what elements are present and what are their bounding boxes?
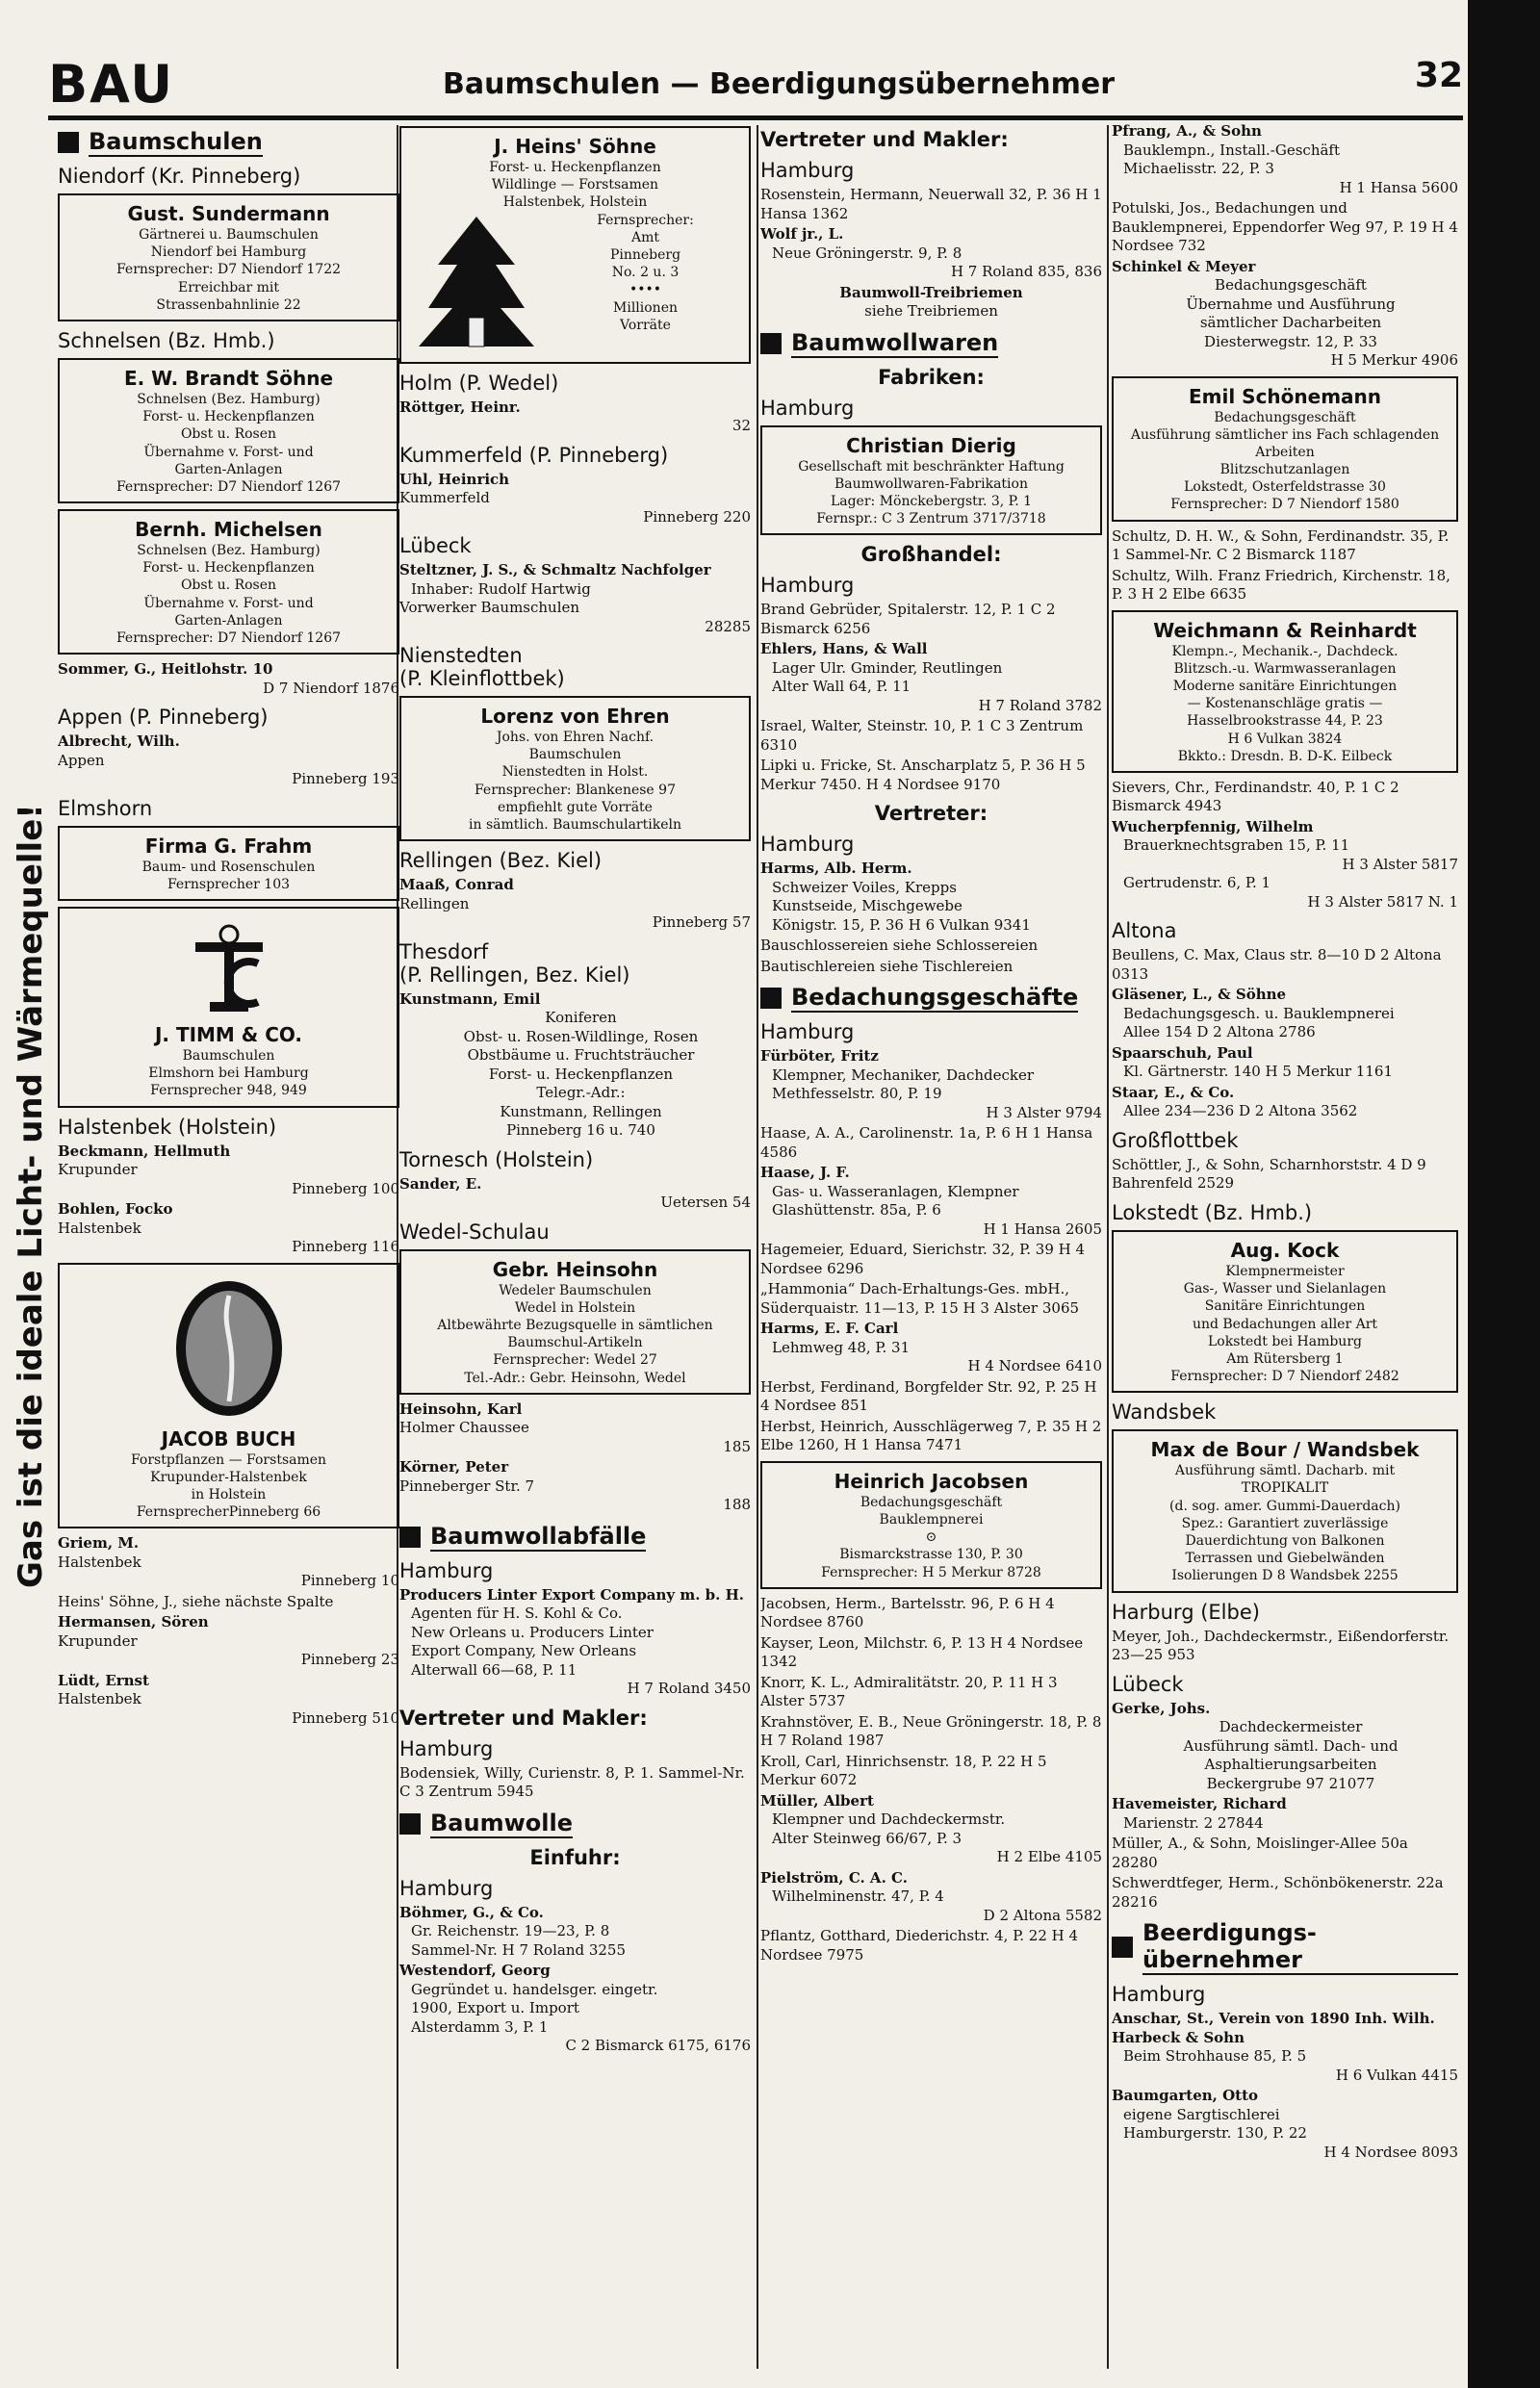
- entry-israel: Israel, Walter, Steinstr. 10, P. 1 C 3 Zentrum 6310: [760, 717, 1084, 754]
- page-edge: [1468, 0, 1540, 2388]
- section-title: Bedachungsgeschäfte: [760, 984, 1102, 1013]
- entry-boehmer: Böhmer, G., & Co. Gr. Reichenstr. 19—23, P. 8 Sammel-Nr. H 7 Roland 3255: [399, 1903, 627, 1959]
- entry-steltzner: Steltzner, J. S., & Schmaltz Nachfolger Inhaber: Rudolf Hartwig Vorwerker Baumschulen 28285: [399, 561, 751, 635]
- entry-treibriemen: Baumwoll-Treibriemen siehe Treibriemen: [839, 283, 1023, 320]
- entry-harms-carl: Harms, E. F. Carl Lehmweg 48, P. 31 H 4 Nordsee 6410: [760, 1320, 1102, 1375]
- entry-mueller-a: Müller, A., & Sohn, Moislinger-Allee 50a 28280: [1112, 1835, 1408, 1871]
- place-heading: Altona: [1112, 919, 1177, 943]
- place-heading: Lübeck: [399, 534, 472, 558]
- entry-baumgarten: Baumgarten, Otto eigene Sargtischlerei Hamburgerstr. 130, P. 22 H 4 Nordsee 8093: [1112, 2087, 1458, 2161]
- column-rule: [1107, 125, 1109, 2369]
- place-heading: Elmshorn: [58, 796, 153, 820]
- fir-tree-icon: [409, 212, 544, 356]
- place-heading: Harburg (Elbe): [1112, 1600, 1260, 1624]
- entry-albrecht: Albrecht, Wilh. Appen Pinneberg 193: [58, 732, 399, 788]
- entry-schultz-dhw: Schultz, D. H. W., & Sohn, Ferdinandstr. 35, P. 1 Sammel-Nr. C 2 Bismarck 1187: [1112, 526, 1450, 564]
- place-heading: Großflottbek: [1112, 1128, 1239, 1152]
- entry-lipki: Lipki u. Fricke, St. Anscharplatz 5, P. 36 H 5 Merkur 7450. H 4 Nordsee 9170: [760, 757, 1086, 793]
- square-bullet-icon: [760, 333, 782, 354]
- entry-kunstmann: Kunstmann, Emil Koniferen Obst- u. Rosen-Wildlinge, Rosen Obstbäume u. Fruchtsträucher Forst- u. Heckenpflanzen Telegr.-Adr.: Kunstmann, Rellingen Pinneberg 16 u. 740: [399, 989, 699, 1140]
- place-heading: Lübeck: [1112, 1672, 1184, 1696]
- place-heading: Halstenbek (Holstein): [58, 1115, 277, 1139]
- entry-luedt: Lüdt, Ernst Halstenbek Pinneberg 510: [58, 1671, 399, 1727]
- entry-schoettler: Schöttler, J., & Sohn, Scharnhorststr. 4 D 9 Bahrenfeld 2529: [1112, 1155, 1426, 1193]
- entry-schinkel: Schinkel & Meyer Bedachungsgeschäft Übernahme und Ausführung sämtlicher Dacharbeiten Diesterwegstr. 12, P. 33 H 5 Merkur 4906: [1112, 257, 1458, 369]
- place-heading: Nienstedten (P. Kleinflottbek): [399, 644, 565, 691]
- ad-weichmann: Weichmann & Reinhardt Klempn.-, Mechanik.-, Dachdeck. Blitzsch.-u. Warmwasseranlagen Moderne sanitäre Einrichtungen — Kostenanschläge gratis — Hasselbrookstrasse 44, P. 23 H 6 Vulkan 3824 Bkkto.: Dresdn. B. D-K. Eilbeck: [1112, 610, 1458, 773]
- entry-sievers: Sievers, Chr., Ferdinandstr. 40, P. 1 C 2 Bismarck 4943: [1112, 778, 1399, 815]
- place-heading: Hamburg: [760, 833, 855, 857]
- ad-buch: JACOB BUCH Forstpflanzen — Forstsamen Krupunder-Halstenbek in Holstein FernsprecherPinneberg 66: [58, 1263, 399, 1529]
- entry-wolf: Wolf jr., L. Neue Gröningerstr. 9, P. 8 H 7 Roland 835, 836: [760, 225, 1102, 280]
- place-heading: Hamburg: [1112, 1983, 1206, 2007]
- entry-herbst-heinrich: Herbst, Heinrich, Ausschlägerweg 7, P. 35 H 2 Elbe 1260, H 1 Hansa 7471: [760, 1417, 1102, 1454]
- entry-schultz-wilh: Schultz, Wilh. Franz Friedrich, Kirchenstr. 18, P. 3 H 2 Elbe 6635: [1112, 566, 1450, 603]
- subheading: Fabriken:: [878, 365, 985, 389]
- place-heading: Lokstedt (Bz. Hmb.): [1112, 1200, 1313, 1224]
- square-bullet-icon: [760, 988, 782, 1009]
- place-heading: Hamburg: [399, 1558, 494, 1582]
- entry-sander: Sander, E. Uetersen 54: [399, 1174, 751, 1212]
- entry-maass: Maaß, Conrad Rellingen Pinneberg 57: [399, 876, 751, 932]
- entry-krahnstoever: Krahnstöver, E. B., Neue Gröningerstr. 18, P. 8 H 7 Roland 1987: [760, 1712, 1102, 1750]
- square-bullet-icon: [399, 1813, 421, 1835]
- entry-mueller: Müller, Albert Klempner und Dachdeckermstr. Alter Steinweg 66/67, P. 3 H 2 Elbe 4105: [760, 1791, 1102, 1866]
- place-heading: Niendorf (Kr. Pinneberg): [58, 165, 301, 188]
- ad-frahm: Firma G. Frahm Baum- und Rosenschulen Fernsprecher 103: [58, 826, 399, 901]
- ad-heins: J. Heins' Söhne Forst- u. Heckenpflanzen Wildlinge — Forstsamen Halstenbek, Holstein Fernsprecher: Amt Pinneberg No. 2 u. 3 •••• Millionen Vorräte: [399, 126, 751, 364]
- entry-pfrang: Pfrang, A., & Sohn Bauklempn., Install.-Geschäft Michaelisstr. 22, P. 3 H 1 Hansa 5600: [1112, 122, 1458, 196]
- ad-schoenemann: Emil Schönemann Bedachungsgeschäft Ausführung sämtlicher ins Fach schlagenden Arbeiten Blitzschutzanlagen Lokstedt, Osterfeldstrasse 30 Fernsprecher: D 7 Niendorf 1580: [1112, 376, 1458, 522]
- entry-brand: Brand Gebrüder, Spitalerstr. 12, P. 1 C 2 Bismarck 6256: [760, 601, 1056, 637]
- entry-bodensiek: Bodensiek, Willy, Curienstr. 8, P. 1. Sammel-Nr. C 3 Zentrum 5945: [399, 1763, 745, 1801]
- place-heading: Schnelsen (Bz. Hmb.): [58, 328, 275, 352]
- entry-bautischler: Bautischlereien siehe Tischlereien: [760, 957, 1014, 975]
- entry-roettger: Röttger, Heinr. 32: [399, 398, 751, 435]
- place-heading: Rellingen (Bez. Kiel): [399, 849, 603, 873]
- entry-gerke: Gerke, Johs. Dachdeckermeister Ausführung sämtl. Dach- und Asphaltierungsarbeiten Beckergrube 97 21077: [1112, 1699, 1399, 1792]
- place-heading: Thesdorf (P. Rellingen, Bez. Kiel): [399, 939, 630, 987]
- place-heading: Hamburg: [760, 396, 855, 420]
- entry-pflantz: Pflantz, Gotthard, Diederichstr. 4, P. 22 H 4 Nordsee 7975: [760, 1927, 1079, 1964]
- entry-hermansen: Hermansen, Sören Krupunder Pinneberg 23: [58, 1613, 399, 1669]
- timm-logo-icon: [167, 920, 292, 1016]
- square-bullet-icon: [399, 1527, 421, 1548]
- entry-anschar: Anschar, St., Verein von 1890 Inh. Wilh. Harbeck & Sohn Beim Strohhause 85, P. 5 H 6 Vulkan 4415: [1112, 2010, 1458, 2084]
- place-heading: Kummerfeld (P. Pinneberg): [399, 443, 669, 467]
- entry-harms: Harms, Alb. Herm. Schweizer Voiles, Krepps Kunstseide, Mischgewebe Königstr. 15, P. 36 H 6 Vulkan 9341: [760, 860, 1031, 934]
- entry-kayser: Kayser, Leon, Milchstr. 6, P. 13 H 4 Nordsee 1342: [760, 1633, 1084, 1671]
- subheading: Vertreter und Makler:: [399, 1706, 648, 1730]
- entry-ehlers: Ehlers, Hans, & Wall Lager Ulr. Gminder, Reutlingen Alter Wall 64, P. 11 H 7 Roland 3782: [760, 640, 1102, 714]
- entry-herbst-ferdinand: Herbst, Ferdinand, Borgfelder Str. 92, P. 25 H 4 Nordsee 851: [760, 1377, 1097, 1415]
- entry-staar: Staar, E., & Co. Allee 234—236 D 2 Altona 3562: [1112, 1083, 1358, 1120]
- column-1: [58, 120, 399, 2369]
- ad-jacobsen: Heinrich Jacobsen Bedachungsgeschäft Bauklempnerei ⊙ Bismarckstrasse 130, P. 30 Fernsprecher: H 5 Merkur 8728: [760, 1461, 1102, 1589]
- entry-beckmann: Beckmann, Hellmuth Krupunder Pinneberg 100: [58, 1142, 399, 1197]
- ad-kock: Aug. Kock Klempnermeister Gas-, Wasser und Sielanlagen Sanitäre Einrichtungen und Bedachungen aller Art Lokstedt bei Hamburg Am Rütersberg 1 Fernsprecher: D 7 Niendorf 2482: [1112, 1230, 1458, 1393]
- entry-heinsohn: Heinsohn, Karl Holmer Chaussee 185: [399, 1399, 751, 1455]
- subheading: Einfuhr:: [529, 1845, 621, 1869]
- entry-knorr: Knorr, K. L., Admiralitätstr. 20, P. 11 H 3 Alster 5737: [760, 1673, 1058, 1710]
- column-rule: [757, 125, 758, 2369]
- place-heading: Wedel-Schulau: [399, 1220, 550, 1244]
- entry-heins: Heins' Söhne, J., siehe nächste Spalte: [58, 1592, 334, 1610]
- column-2: [399, 120, 751, 2369]
- entry-potulski: Potulski, Jos., Bedachungen und Bauklempnerei, Eppendorfer Weg 97, P. 19 H 4 Nordsee 732: [1112, 199, 1458, 254]
- entry-uhl: Uhl, Heinrich Kummerfeld Pinneberg 220: [399, 470, 751, 526]
- section-title: Beerdigungs-übernehmer: [1112, 1919, 1458, 1975]
- section-title: Baumwollwaren: [760, 329, 1102, 358]
- ad-sundermann: Gust. Sundermann Gärtnerei u. Baumschulen Niendorf bei Hamburg Fernsprecher: D7 Niendorf 1722 Erreichbar mit Strassenbahnlinie 22: [58, 193, 399, 321]
- place-heading: Hamburg: [760, 159, 855, 182]
- entry-griem: Griem, M. Halstenbek Pinneberg 10: [58, 1534, 399, 1590]
- subheading: Großhandel:: [860, 543, 1002, 567]
- subheading: Vertreter und Makler:: [760, 128, 1009, 151]
- entry-sommer: Sommer, G., Heitlohstr. 10 D 7 Niendorf 1876: [58, 660, 399, 697]
- place-heading: Hamburg: [760, 574, 855, 598]
- tree-oval-icon: [167, 1276, 292, 1421]
- entry-beullens: Beullens, C. Max, Claus str. 8—10 D 2 Altona 0313: [1112, 946, 1442, 983]
- vertical-slogan: Gas ist die ideale Licht- und Wärmequelle!: [12, 804, 50, 1588]
- entry-haase-a: Haase, A. A., Carolinenstr. 1a, P. 6 H 1 Hansa 4586: [760, 1124, 1093, 1161]
- entry-bauschlosser: Bauschlossereien siehe Schlossereien: [760, 937, 1039, 955]
- entry-producers: Producers Linter Export Company m. b. H. Agenten für H. S. Kohl & Co. New Orleans u. Producers Linter Export Company, New Orleans Alterwall 66—68, P. 11 H 7 Roland 3450: [399, 1585, 751, 1698]
- entry-pielstroem: Pielström, C. A. C. Wilhelminenstr. 47, P. 4 D 2 Altona 5582: [760, 1868, 1102, 1924]
- entry-glaesener: Gläsener, L., & Söhne Bedachungsgesch. u. Bauklempnerei Allee 154 D 2 Altona 2786: [1112, 986, 1395, 1041]
- section-title: Baumwolle: [399, 1810, 751, 1838]
- entry-kroll: Kroll, Carl, Hinrichsenstr. 18, P. 22 H 5 Merkur 6072: [760, 1752, 1047, 1789]
- subheading: Vertreter:: [874, 802, 988, 826]
- entry-westendorf: Westendorf, Georg Gegründet u. handelsger. eingetr. 1900, Export u. Import Alsterdamm 3, P. 1 C 2 Bismarck 6175, 6176: [399, 1962, 751, 2055]
- entry-havemeister: Havemeister, Richard Marienstr. 2 27844: [1112, 1795, 1287, 1832]
- section-heading: BAU: [48, 54, 175, 115]
- place-heading: Wandsbek: [1112, 1400, 1217, 1425]
- entry-spaarschuh: Spaarschuh, Paul Kl. Gärtnerstr. 140 H 5 Merkur 1161: [1112, 1043, 1393, 1081]
- entry-hagemeier: Hagemeier, Eduard, Sierichstr. 32, P. 39 H 4 Nordsee 6296: [760, 1241, 1086, 1277]
- entry-koerner: Körner, Peter Pinneberger Str. 7 188: [399, 1458, 751, 1514]
- section-title: Baumwollabfälle: [399, 1523, 751, 1552]
- place-heading: Holm (P. Wedel): [399, 371, 559, 395]
- entry-haase-j: Haase, J. F. Gas- u. Wasseranlagen, Klempner Glashüttenstr. 85a, P. 6 H 1 Hansa 2605: [760, 1164, 1102, 1238]
- entry-meyer: Meyer, Joh., Dachdeckermstr., Eißendorferstr. 23—25 953: [1112, 1627, 1450, 1664]
- place-heading: Hamburg: [399, 1736, 494, 1760]
- entry-fuerboeter: Fürböter, Fritz Klempner, Mechaniker, Dachdecker Methfesselstr. 80, P. 19 H 3 Alster 9794: [760, 1047, 1102, 1121]
- place-heading: Appen (P. Pinneberg): [58, 706, 269, 730]
- square-bullet-icon: [1112, 1937, 1133, 1958]
- page-number: 32: [1414, 56, 1463, 95]
- entry-wucherpfennig: Wucherpfennig, Wilhelm Brauerknechtsgraben 15, P. 11 H 3 Alster 5817 Gertrudenstr. 6, P. 1 H 3 Alster 5817 N. 1: [1112, 817, 1458, 911]
- ad-debour: Max de Bour / Wandsbek Ausführung sämtl. Dacharb. mit TROPIKALIT (d. sog. amer. Gummi-Dauerdach) Spez.: Garantiert zuverlässige Dauerdichtung von Balkonen Terrassen und Giebelwänden Isolierungen D 8 Wandsbek 2255: [1112, 1429, 1458, 1592]
- entry-rosenstein: Rosenstein, Hermann, Neuerwall 32, P. 36 H 1 Hansa 1362: [760, 186, 1102, 222]
- square-bullet-icon: [58, 132, 79, 153]
- ad-michelsen: Bernh. Michelsen Schnelsen (Bez. Hamburg) Forst- u. Heckenpflanzen Obst u. Rosen Übernahme v. Forst- und Garten-Anlagen Fernsprecher: D7 Niendorf 1267: [58, 509, 399, 655]
- place-heading: Tornesch (Holstein): [399, 1147, 594, 1171]
- ad-timm: J. TIMM & CO. Baumschulen Elmshorn bei Hamburg Fernsprecher 948, 949: [58, 907, 399, 1108]
- place-heading: Hamburg: [399, 1876, 494, 1900]
- entry-schwerdtfeger: Schwerdtfeger, Herm., Schönbökenerstr. 22a 28216: [1112, 1874, 1444, 1911]
- ad-dierig: Christian Dierig Gesellschaft mit beschränkter Haftung Baumwollwaren-Fabrikation Lager: Mönckebergstr. 3, P. 1 Fernspr.: C 3 Zentrum 3717/3718: [760, 425, 1102, 536]
- page-range-title: Baumschulen — Beerdigungsübernehmer: [443, 67, 1116, 101]
- entry-bohlen: Bohlen, Focko Halstenbek Pinneberg 116: [58, 1200, 399, 1256]
- ad-brandt: E. W. Brandt Söhne Schnelsen (Bez. Hamburg) Forst- u. Heckenpflanzen Obst u. Rosen Übernahme v. Forst- und Garten-Anlagen Fernsprecher: D7 Niendorf 1267: [58, 358, 399, 503]
- place-heading: Hamburg: [760, 1020, 855, 1044]
- column-3: [760, 120, 1102, 2369]
- section-title: Baumschulen: [58, 128, 399, 157]
- column-4: [1112, 120, 1458, 2369]
- ad-ehren: Lorenz von Ehren Johs. von Ehren Nachf. Baumschulen Nienstedten in Holst. Fernsprecher: Blankenese 97 empfiehlt gute Vorräte in sämtlich. Baumschulartikeln: [399, 696, 751, 841]
- page-header: [48, 48, 1463, 120]
- entry-hammonia: „Hammonia“ Dach-Erhaltungs-Ges. mbH., Süderquaistr. 11—13, P. 15 H 3 Alster 3065: [760, 1280, 1080, 1317]
- entry-jacobsen: Jacobsen, Herm., Bartelsstr. 96, P. 6 H 4 Nordsee 8760: [760, 1594, 1055, 1631]
- ad-heinsohn: Gebr. Heinsohn Wedeler Baumschulen Wedel in Holstein Altbewährte Bezugsquelle in sämtlichen Baumschul-Artikeln Fernsprecher: Wedel 27 Tel.-Adr.: Gebr. Heinsohn, Wedel: [399, 1249, 751, 1395]
